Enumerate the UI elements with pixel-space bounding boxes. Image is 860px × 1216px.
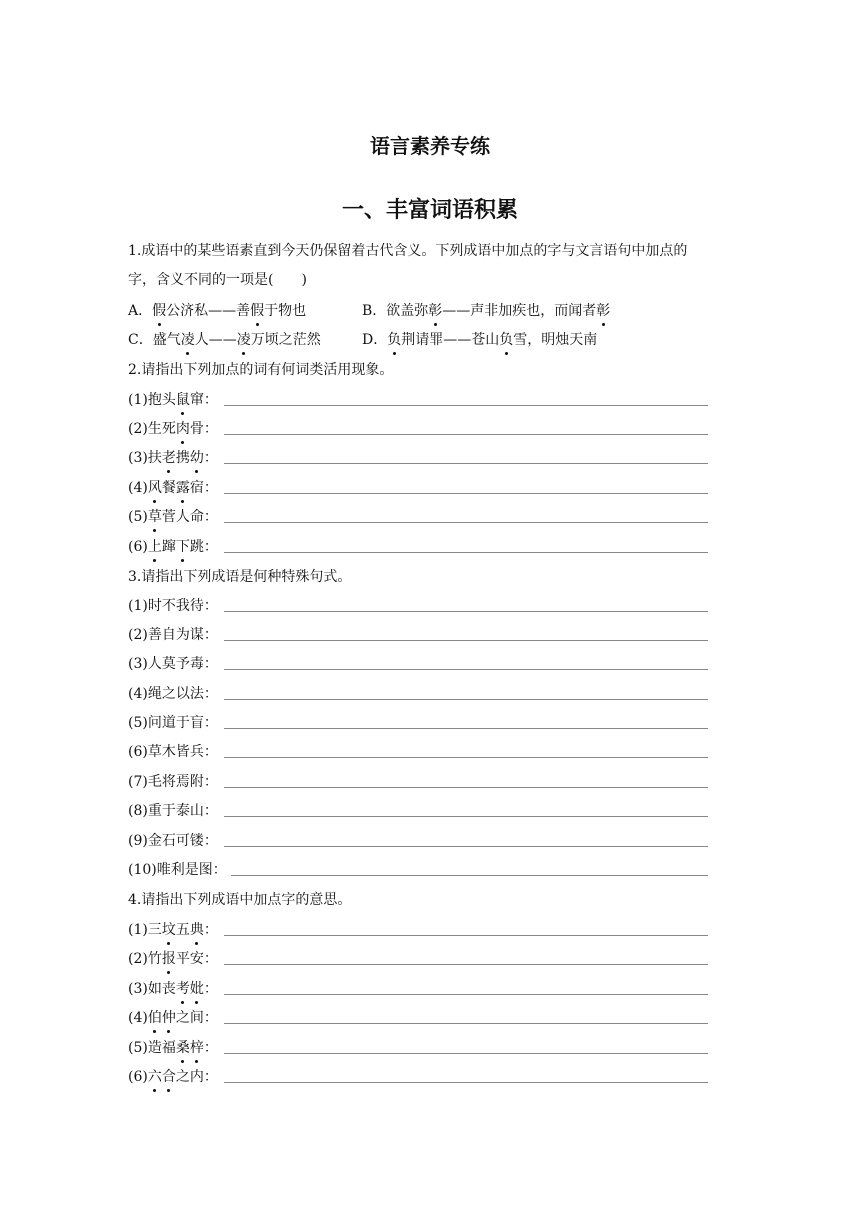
item-text: 菅人命： [161, 509, 218, 525]
item-text: (2)善自为谋： [128, 627, 218, 643]
q2-item-5 [128, 507, 708, 527]
answer-blank[interactable] [224, 463, 708, 464]
answer-blank[interactable] [224, 611, 708, 612]
q4-item-3 [128, 979, 708, 999]
dotted-char: 凌 [180, 332, 195, 348]
q3-item-4 [128, 684, 708, 704]
item-text: (7)毛将焉附： [128, 774, 218, 790]
q2-item-1 [128, 390, 708, 410]
dotted-char: 负 [387, 332, 402, 348]
option-text: ——声非加疾也，而闻者 [442, 303, 597, 319]
item-text: (8)重于泰山： [128, 803, 218, 819]
q4-item-6 [128, 1067, 708, 1087]
q3-item-7 [128, 772, 708, 792]
answer-blank[interactable] [224, 757, 708, 758]
item-text: 五 [175, 922, 190, 938]
item-text: (2)生死 [128, 421, 176, 437]
item-text: 平安： [175, 951, 218, 967]
dotted-char: 合 [161, 1069, 176, 1085]
q3-stem: 3.请指出下列成语是何种特殊句式。 [128, 569, 352, 585]
item-text: (3)人莫予毒： [128, 656, 218, 672]
answer-blank[interactable] [224, 935, 708, 936]
item-text: 之内： [175, 1069, 218, 1085]
item-text: ： [203, 922, 218, 938]
dotted-char: 伯 [147, 1010, 162, 1026]
q3-item-9 [128, 831, 708, 851]
item-text: (1)三 [128, 922, 162, 938]
q3-item-2 [128, 625, 708, 645]
item-text: 蹿 [161, 539, 176, 555]
item-text: (5) [128, 509, 148, 525]
q1-stem-line2: 字，含义不同的一项是( ) [128, 272, 307, 288]
item-text: (5)问道于盲： [128, 715, 218, 731]
item-text: (10)唯利是图： [128, 862, 227, 878]
item-text: (3)如丧 [128, 981, 176, 997]
answer-blank[interactable] [224, 1053, 708, 1054]
option-text: 荆请罪——苍山 [401, 332, 500, 348]
answer-blank[interactable] [224, 640, 708, 641]
item-text: 窜： [189, 392, 218, 408]
q2-item-4 [128, 478, 708, 498]
q2-stem: 2.请指出下列加点的词有何词类活用现象。 [128, 362, 394, 378]
q1-option-a [128, 301, 306, 321]
q3-item-3 [128, 654, 708, 674]
dotted-char: 负 [499, 332, 514, 348]
q2-item-3 [128, 448, 708, 468]
q3-item-10 [128, 860, 708, 880]
dotted-char: 风 [147, 480, 162, 496]
answer-blank[interactable] [224, 994, 708, 995]
answer-blank[interactable] [224, 816, 708, 817]
option-text: A． [128, 303, 153, 319]
q4-item-4 [128, 1008, 708, 1028]
answer-blank[interactable] [224, 493, 708, 494]
item-text: 之间： [175, 1010, 218, 1026]
dotted-char: 下 [175, 539, 190, 555]
answer-blank[interactable] [224, 552, 708, 553]
answer-blank[interactable] [224, 728, 708, 729]
answer-blank[interactable] [224, 964, 708, 965]
q4-item-2 [128, 949, 708, 969]
q3-item-1 [128, 596, 708, 616]
dotted-char: 考 [175, 981, 190, 997]
q4-stem: 4.请指出下列成语中加点字的意思。 [128, 892, 352, 908]
item-text: (9)金石可镂： [128, 833, 218, 849]
answer-blank[interactable] [224, 669, 708, 670]
q1-option-d [362, 330, 597, 350]
option-text: 雪，明烛天南 [513, 332, 598, 348]
q3-item-8 [128, 801, 708, 821]
item-text: 餐 [161, 480, 176, 496]
answer-blank[interactable] [224, 405, 708, 406]
q1-stem-line1: 1.成语中的某些语素直到今天仍保留着古代含义。下列成语中加点的字与文言语句中加点的 [128, 243, 688, 259]
q1-stem [128, 237, 738, 295]
option-text: B．欲盖弥 [362, 303, 429, 319]
dotted-char: 幼 [189, 450, 204, 466]
dotted-char: 妣 [189, 981, 204, 997]
dotted-char: 彰 [596, 303, 611, 319]
dotted-char: 桑 [175, 1040, 190, 1056]
item-text: 骨： [189, 421, 218, 437]
answer-blank[interactable] [224, 434, 708, 435]
q4-item-5 [128, 1038, 708, 1058]
item-text: (4) [128, 480, 148, 496]
item-text: ： [203, 981, 218, 997]
dotted-char: 鼠 [175, 392, 190, 408]
q2-item-6 [128, 537, 708, 557]
answer-blank[interactable] [224, 1023, 708, 1024]
item-text: 跳： [189, 539, 218, 555]
dotted-char: 露 [175, 480, 190, 496]
dotted-char: 彰 [428, 303, 443, 319]
q2-item-2 [128, 419, 708, 439]
option-text: 于物也 [264, 303, 307, 319]
item-text: (6) [128, 1069, 148, 1085]
dotted-char: 上 [147, 539, 162, 555]
item-text: (3)扶 [128, 450, 162, 466]
q3-item-6 [128, 742, 708, 762]
dotted-char: 典 [189, 922, 204, 938]
q1-option-c [128, 330, 321, 350]
dotted-char: 肉 [175, 421, 190, 437]
item-text: (4)绳之以法： [128, 686, 218, 702]
answer-blank[interactable] [224, 699, 708, 700]
answer-blank[interactable] [224, 1082, 708, 1083]
answer-blank[interactable] [224, 846, 708, 847]
answer-blank[interactable] [224, 787, 708, 788]
item-text: ： [203, 1040, 218, 1056]
dotted-char: 梓 [189, 1040, 204, 1056]
q1-option-b [362, 301, 610, 321]
item-text: (6)草木皆兵： [128, 744, 218, 760]
item-text: (5)造福 [128, 1040, 176, 1056]
dotted-char: 六 [147, 1069, 162, 1085]
item-text: 携 [175, 450, 190, 466]
dotted-char: 凌 [236, 332, 251, 348]
dotted-char: 报 [161, 951, 176, 967]
option-text: D． [362, 332, 388, 348]
option-text: 公济私——善 [166, 303, 251, 319]
page-title: 语言素养专练 [370, 134, 490, 158]
item-text: (6) [128, 539, 148, 555]
option-text: 万顷之茫然 [250, 332, 321, 348]
q3-item-5 [128, 713, 708, 733]
item-text: (1)时不我待： [128, 598, 218, 614]
answer-blank[interactable] [231, 875, 708, 876]
option-text: 人—— [194, 332, 237, 348]
item-text: 宿： [189, 480, 218, 496]
option-text: C．盛气 [128, 332, 181, 348]
item-text: (4) [128, 1010, 148, 1026]
section-title: 一、丰富词语积累 [341, 198, 518, 223]
q4-item-1 [128, 920, 708, 940]
dotted-char: 坟 [161, 922, 176, 938]
dotted-char: 老 [161, 450, 176, 466]
answer-blank[interactable] [224, 522, 708, 523]
dotted-char: 仲 [161, 1010, 176, 1026]
dotted-char: 草 [147, 509, 162, 525]
item-text: ： [203, 450, 218, 466]
item-text: (2)竹 [128, 951, 162, 967]
dotted-char: 假 [250, 303, 265, 319]
item-text: (1)抱头 [128, 392, 176, 408]
dotted-char: 假 [152, 303, 167, 319]
